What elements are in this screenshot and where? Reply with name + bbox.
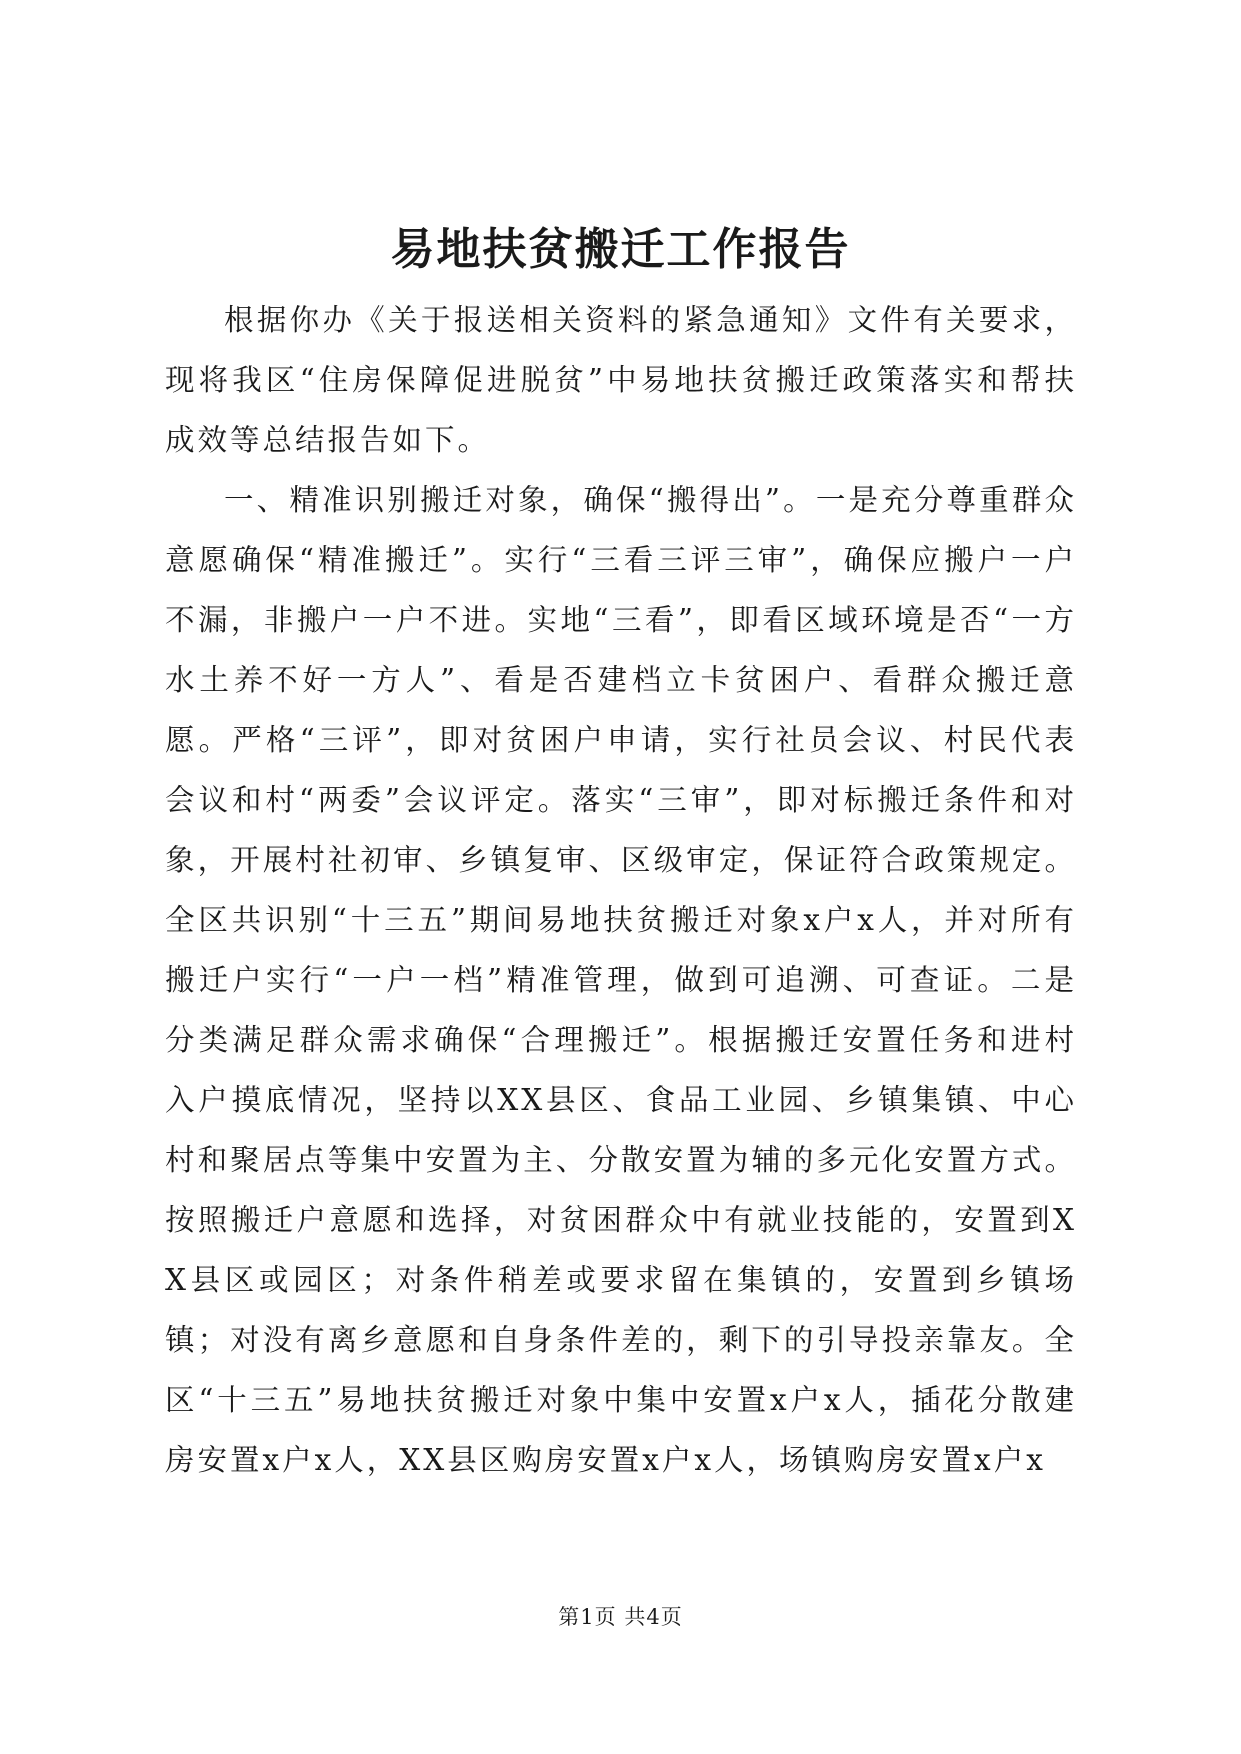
section-one-paragraph: 一、精准识别搬迁对象，确保“搬得出”。一是充分尊重群众意愿确保“精准搬迁”。实行“三看三评三审”，确保应搬户一户不漏，非搬户一户不进。实地“三看”，即看区域环境是否“一方水土养不好一方人”、看是否建档立卡贫困户、看群众搬迁意愿。严格“三评”，即对贫困户申请，实行社员会议、村民代表会议和村“两委”会议评定。落实“三审”，即对标搬迁条件和对象，开展村社初审、乡镇复审、区级审定，保证符合政策规定。全区共识别“十三五”期间易地扶贫搬迁对象x户x人，并对所有搬迁户实行“一户一档”精准管理，做到可追溯、可查证。二是分类满足群众需求确保“合理搬迁”。根据搬迁安置任务和进村入户摸底情况，坚持以XX县区、食品工业园、乡镇集镇、中心村和聚居点等集中安置为主、分散安置为辅的多元化安置方式。按照搬迁户意愿和选择，对贫困群众中有就业技能的，安置到XX县区或园区；对条件稍差或要求留在集镇的，安置到乡镇场镇；对没有离乡意愿和自身条件差的，剩下的引导投亲靠友。全区“十三五”易地扶贫搬迁对象中集中安置x户x人，插花分散建房安置x户x人，XX县区购房安置x户x人，场镇购房安置x户x (165, 483, 1077, 1477)
document-body (165, 290, 1077, 1490)
page-number-footer: 第1页 共4页 (558, 1605, 683, 1629)
intro-paragraph: 根据你办《关于报送相关资料的紧急通知》文件有关要求，现将我区“住房保障促进脱贫”中易地扶贫搬迁政策落实和帮扶成效等总结报告如下。 (165, 303, 1077, 457)
document-title: 易地扶贫搬迁工作报告 (390, 224, 851, 275)
